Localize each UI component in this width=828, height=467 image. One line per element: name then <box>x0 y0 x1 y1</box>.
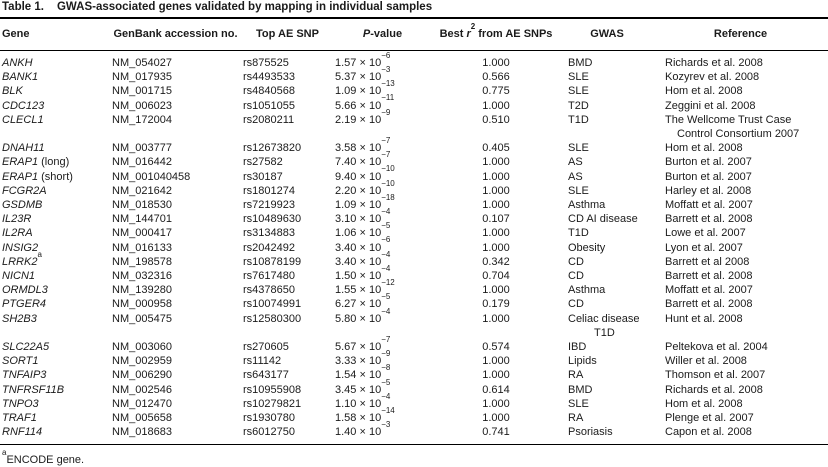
table-row <box>0 226 828 240</box>
gwas-cell: AS <box>568 170 583 183</box>
reference-cell: Barrett et al 2008 <box>665 255 750 268</box>
pvalue-cell: $1.40 \times 10^{-3}$ <box>335 420 391 439</box>
pvalue-cell: $3.40 \times 10^{-6}$ <box>335 235 391 254</box>
table-footnote <box>0 448 828 467</box>
gwas-cell: BMD <box>568 383 593 396</box>
reference-cell: Richards et al. 2008 <box>665 383 763 396</box>
pvalue-cell: $1.54 \times 10^{-8}$ <box>335 363 391 382</box>
pvalue-cell: $3.58 \times 10^{-7}$ <box>335 136 391 155</box>
gene-cell: GSDMB <box>2 199 43 212</box>
gwas-cell: SLE <box>568 184 589 197</box>
r2-cell: 0.775 <box>482 85 510 98</box>
table-title: GWAS-associated genes validated by mapping in individual samples <box>56 1 433 13</box>
accession-cell: NM_001715 <box>112 85 172 98</box>
gwas-cell: CD <box>568 270 584 283</box>
accession-cell: NM_139280 <box>112 284 172 297</box>
gene-cell: LRRK2$^a$ <box>2 249 42 268</box>
gene-cell: FCGR2A <box>2 184 47 197</box>
gwas-cell: BMD <box>568 57 593 69</box>
table-row <box>0 297 828 311</box>
gwas-cell: AS <box>568 156 583 169</box>
r2-cell: 0.342 <box>482 255 510 268</box>
table-row <box>0 155 828 169</box>
snp-cell: rs10955908 <box>243 383 302 396</box>
reference-cell: Zeggini et al. 2008 <box>665 99 756 112</box>
accession-cell: NM_003060 <box>112 341 172 354</box>
r2-cell: 0.566 <box>482 71 510 84</box>
table-row <box>0 184 828 198</box>
pvalue-cell: $5.66 \times 10^{-11}$ <box>335 93 395 112</box>
gwas-cell: T2D <box>568 99 589 112</box>
r2-cell: 1.000 <box>482 170 510 183</box>
r2-cell: 1.000 <box>482 184 510 197</box>
reference-cell: Barrett et al. 2008 <box>665 213 753 226</box>
gene-cell: TNFRSF11B <box>2 383 65 396</box>
gene-cell: BANK1 <box>2 71 39 84</box>
reference-cell: Burton et al. 2007 <box>665 170 752 183</box>
table-row <box>0 198 828 212</box>
gwas-cell: CD <box>568 255 584 268</box>
gene-cell: INSIG2 <box>2 241 39 254</box>
gwas-cell: Celiac disease T1D <box>568 312 640 339</box>
reference-cell: Hom et al. 2008 <box>665 85 743 98</box>
accession-cell: NM_198578 <box>112 255 172 268</box>
pvalue-cell: $5.37 \times 10^{-3}$ <box>335 65 391 84</box>
pvalue-cell: $1.10 \times 10^{-4}$ <box>335 391 391 410</box>
table-row <box>0 312 828 340</box>
gene-cell: SORT1 <box>2 355 39 368</box>
snp-cell: rs10878199 <box>243 255 302 268</box>
gwas-cell: Psoriasis <box>568 426 613 439</box>
table-row <box>0 354 828 368</box>
reference-cell: Hom et al. 2008 <box>665 397 743 410</box>
accession-cell: NM_005658 <box>112 412 172 425</box>
accession-cell: NM_002546 <box>112 383 172 396</box>
gwas-cell: RA <box>568 412 584 425</box>
snp-cell: rs11142 <box>243 355 282 368</box>
table-row <box>0 113 828 141</box>
gene-cell: TNPO3 <box>2 397 39 410</box>
accession-cell: NM_144701 <box>112 213 172 226</box>
table-row <box>0 340 828 354</box>
table-caption <box>0 0 828 19</box>
gwas-cell: SLE <box>568 397 589 410</box>
reference-cell: Moffatt et al. 2007 <box>665 284 753 297</box>
r2-cell: 0.107 <box>482 213 510 226</box>
snp-cell: rs3134883 <box>243 227 295 240</box>
r2-cell: 0.574 <box>482 341 510 354</box>
gene-cell: CLECL1 <box>2 113 44 126</box>
snp-cell: rs27582 <box>243 156 283 169</box>
r2-cell: 1.000 <box>482 312 510 325</box>
r2-cell: 1.000 <box>482 99 510 112</box>
pvalue-cell: $6.27 \times 10^{-5}$ <box>335 292 391 311</box>
table-row <box>0 70 828 84</box>
pvalue-cell: $1.06 \times 10^{-5}$ <box>335 221 391 240</box>
snp-cell: rs6012750 <box>243 426 295 439</box>
r2-cell: 0.704 <box>482 270 510 283</box>
gene-cell: TRAF1 <box>2 412 37 425</box>
gwas-cell: T1D <box>568 227 589 240</box>
gene-cell: RNF114 <box>2 426 43 439</box>
accession-cell: NM_006023 <box>112 99 172 112</box>
table-row <box>0 141 828 155</box>
gene-cell: ANKH <box>2 57 33 69</box>
col-header-pvalue: P-value <box>334 19 431 51</box>
gwas-cell: RA <box>568 369 584 382</box>
snp-cell: rs7219923 <box>243 199 295 212</box>
pvalue-cell: $9.40 \times 10^{-10}$ <box>335 164 395 183</box>
reference-cell: Peltekova et al. 2004 <box>665 341 768 354</box>
reference-cell: Willer et al. 2008 <box>665 355 747 368</box>
reference-cell: Hunt et al. 2008 <box>665 312 743 325</box>
table-header <box>0 19 828 51</box>
accession-cell: NM_003777 <box>112 142 172 155</box>
table-row <box>0 255 828 269</box>
reference-cell: Barrett et al. 2008 <box>665 270 753 283</box>
col-header-reference: Reference <box>653 19 828 51</box>
accession-cell: NM_172004 <box>112 113 172 126</box>
snp-cell: rs270605 <box>243 341 289 354</box>
gwas-cell: T1D <box>568 113 589 126</box>
snp-cell: rs12580300 <box>243 312 302 325</box>
reference-cell: Moffatt et al. 2007 <box>665 199 753 212</box>
table-row <box>0 84 828 98</box>
reference-cell: Thomson et al. 2007 <box>665 369 766 382</box>
accession-cell: NM_054027 <box>112 57 172 69</box>
pvalue-cell: $3.10 \times 10^{-4}$ <box>335 207 391 226</box>
gene-cell: ORMDL3 <box>2 284 48 297</box>
reference-cell: Plenge et al. 2007 <box>665 412 754 425</box>
pvalue-cell: $1.57 \times 10^{-6}$ <box>335 50 391 69</box>
reference-cell: Hom et al. 2008 <box>665 142 743 155</box>
snp-cell: rs1051055 <box>243 99 295 112</box>
gwas-cell: Lipids <box>568 355 597 368</box>
gwas-cell: Obesity <box>568 241 606 254</box>
snp-cell: rs10279821 <box>243 397 302 410</box>
pvalue-cell: $1.58 \times 10^{-14}$ <box>335 405 395 425</box>
table-row <box>0 368 828 382</box>
r2-cell: 0.405 <box>482 142 510 155</box>
table-row <box>0 212 828 226</box>
col-header-gene: Gene <box>0 19 110 51</box>
table-row <box>0 241 828 255</box>
snp-cell: rs2080211 <box>243 113 295 126</box>
gene-cell: TNFAIP3 <box>2 369 47 382</box>
gene-cell: CDC123 <box>2 99 45 112</box>
gwas-cell: Asthma <box>568 284 606 297</box>
accession-cell: NM_021642 <box>112 184 172 197</box>
reference-cell: Kozyrev et al. 2008 <box>665 71 760 84</box>
accession-cell: NM_016133 <box>112 241 172 254</box>
r2-cell: 1.000 <box>482 355 510 368</box>
gwas-cell: SLE <box>568 71 589 84</box>
reference-cell: Capon et al. 2008 <box>665 426 752 439</box>
gene-cell: ERAP1 (short) <box>2 170 73 183</box>
accession-cell: NM_000417 <box>112 227 172 240</box>
gwas-cell: Asthma <box>568 199 606 212</box>
pvalue-cell: $2.20 \times 10^{-10}$ <box>335 178 395 197</box>
accession-cell: NM_006290 <box>112 369 172 382</box>
table-number: Table 1. <box>2 1 44 13</box>
snp-cell: rs4840568 <box>243 85 295 98</box>
snp-cell: rs2042492 <box>243 241 295 254</box>
table-body <box>0 51 828 445</box>
r2-cell: 1.000 <box>482 241 510 254</box>
col-header-accession: GenBank accession no. <box>110 19 241 51</box>
snp-cell: rs7617480 <box>243 270 295 283</box>
snp-cell: rs10489630 <box>243 213 302 226</box>
r2-cell: 0.741 <box>482 426 510 439</box>
accession-cell: NM_000958 <box>112 298 172 311</box>
snp-cell: rs875525 <box>243 57 289 69</box>
gene-cell: SLC22A5 <box>2 341 50 354</box>
pvalue-cell: $1.55 \times 10^{-12}$ <box>335 278 395 297</box>
gene-cell: ERAP1 (long) <box>2 156 70 169</box>
gene-cell: IL2RA <box>2 227 33 240</box>
gwas-cell: CD AI disease <box>568 213 638 226</box>
gene-cell: DNAH11 <box>2 142 45 155</box>
footnote-text: ENCODE gene. <box>6 454 85 467</box>
pvalue-cell: $3.40 \times 10^{-4}$ <box>335 249 391 268</box>
snp-cell: rs4378650 <box>243 284 295 297</box>
accession-cell: NM_005475 <box>112 312 172 325</box>
table-row <box>0 51 828 71</box>
snp-cell: rs1930780 <box>243 412 295 425</box>
table-row <box>0 411 828 425</box>
reference-cell: Barrett et al. 2008 <box>665 298 753 311</box>
col-header-snp: Top AE SNP <box>241 19 334 51</box>
pvalue-cell: $1.09 \times 10^{-13}$ <box>335 79 395 98</box>
accession-cell: NM_002959 <box>112 355 172 368</box>
reference-cell: Lowe et al. 2007 <box>665 227 746 240</box>
gwas-cell: IBD <box>568 341 587 354</box>
pvalue-cell: $7.40 \times 10^{-7}$ <box>335 150 391 169</box>
r2-cell: 0.179 <box>482 298 510 311</box>
pvalue-cell: $1.50 \times 10^{-4}$ <box>335 263 391 283</box>
r2-cell: 1.000 <box>482 412 510 425</box>
reference-cell: Harley et al. 2008 <box>665 184 752 197</box>
pvalue-cell: $3.33 \times 10^{-9}$ <box>335 349 391 368</box>
gwas-cell: SLE <box>568 142 589 155</box>
table-row <box>0 397 828 411</box>
pvalue-cell: $2.19 \times 10^{-9}$ <box>335 107 391 126</box>
accession-cell: NM_012470 <box>112 397 172 410</box>
r2-cell: 0.510 <box>482 113 510 126</box>
table-row <box>0 269 828 283</box>
table-row <box>0 425 828 445</box>
snp-cell: rs4493533 <box>243 71 295 84</box>
r2-cell: 1.000 <box>482 397 510 410</box>
footnote-marker: a <box>2 448 7 458</box>
col-header-r2: Best $r^2$ from AE SNPs <box>431 19 561 51</box>
r2-cell: 0.614 <box>482 383 510 396</box>
r2-cell: 1.000 <box>482 57 510 69</box>
accession-cell: NM_001040458 <box>112 170 191 183</box>
accession-cell: NM_018683 <box>112 426 172 439</box>
table-row <box>0 383 828 397</box>
table-row <box>0 283 828 297</box>
gene-cell: IL23R <box>2 213 32 226</box>
col-header-gwas: GWAS <box>561 19 653 51</box>
gene-cell: SH2B3 <box>2 312 37 325</box>
r2-cell: 1.000 <box>482 369 510 382</box>
table-row <box>0 170 828 184</box>
snp-cell: rs30187 <box>243 170 283 183</box>
snp-cell: rs1801274 <box>243 184 295 197</box>
pvalue-cell: $5.80 \times 10^{-4}$ <box>335 306 391 325</box>
snp-cell: rs12673820 <box>243 142 302 155</box>
snp-cell: rs643177 <box>243 369 289 382</box>
r2-cell: 1.000 <box>482 199 510 212</box>
accession-cell: NM_016442 <box>112 156 172 169</box>
gene-cell: BLK <box>2 85 23 98</box>
pvalue-cell: $1.09 \times 10^{-18}$ <box>335 192 395 212</box>
pvalue-cell: $5.67 \times 10^{-7}$ <box>335 334 391 354</box>
reference-cell: Lyon et al. 2007 <box>665 241 743 254</box>
reference-cell: The Wellcome Trust Case Control Consortium 2007 <box>665 113 800 141</box>
r2-cell: 1.000 <box>482 156 510 169</box>
snp-cell: rs10074991 <box>243 298 302 311</box>
pvalue-cell: $3.45 \times 10^{-5}$ <box>335 377 391 396</box>
gwas-cell: SLE <box>568 85 589 98</box>
gwas-genes-table <box>0 19 828 445</box>
gene-cell: NICN1 <box>2 270 36 283</box>
accession-cell: NM_032316 <box>112 270 172 283</box>
gene-cell: PTGER4 <box>2 298 47 311</box>
reference-cell: Richards et al. 2008 <box>665 57 763 69</box>
gwas-cell: CD <box>568 298 584 311</box>
accession-cell: NM_017935 <box>112 71 172 84</box>
accession-cell: NM_018530 <box>112 199 172 212</box>
reference-cell: Burton et al. 2007 <box>665 156 752 169</box>
r2-cell: 1.000 <box>482 227 510 240</box>
table-row <box>0 99 828 113</box>
r2-cell: 1.000 <box>482 284 510 297</box>
